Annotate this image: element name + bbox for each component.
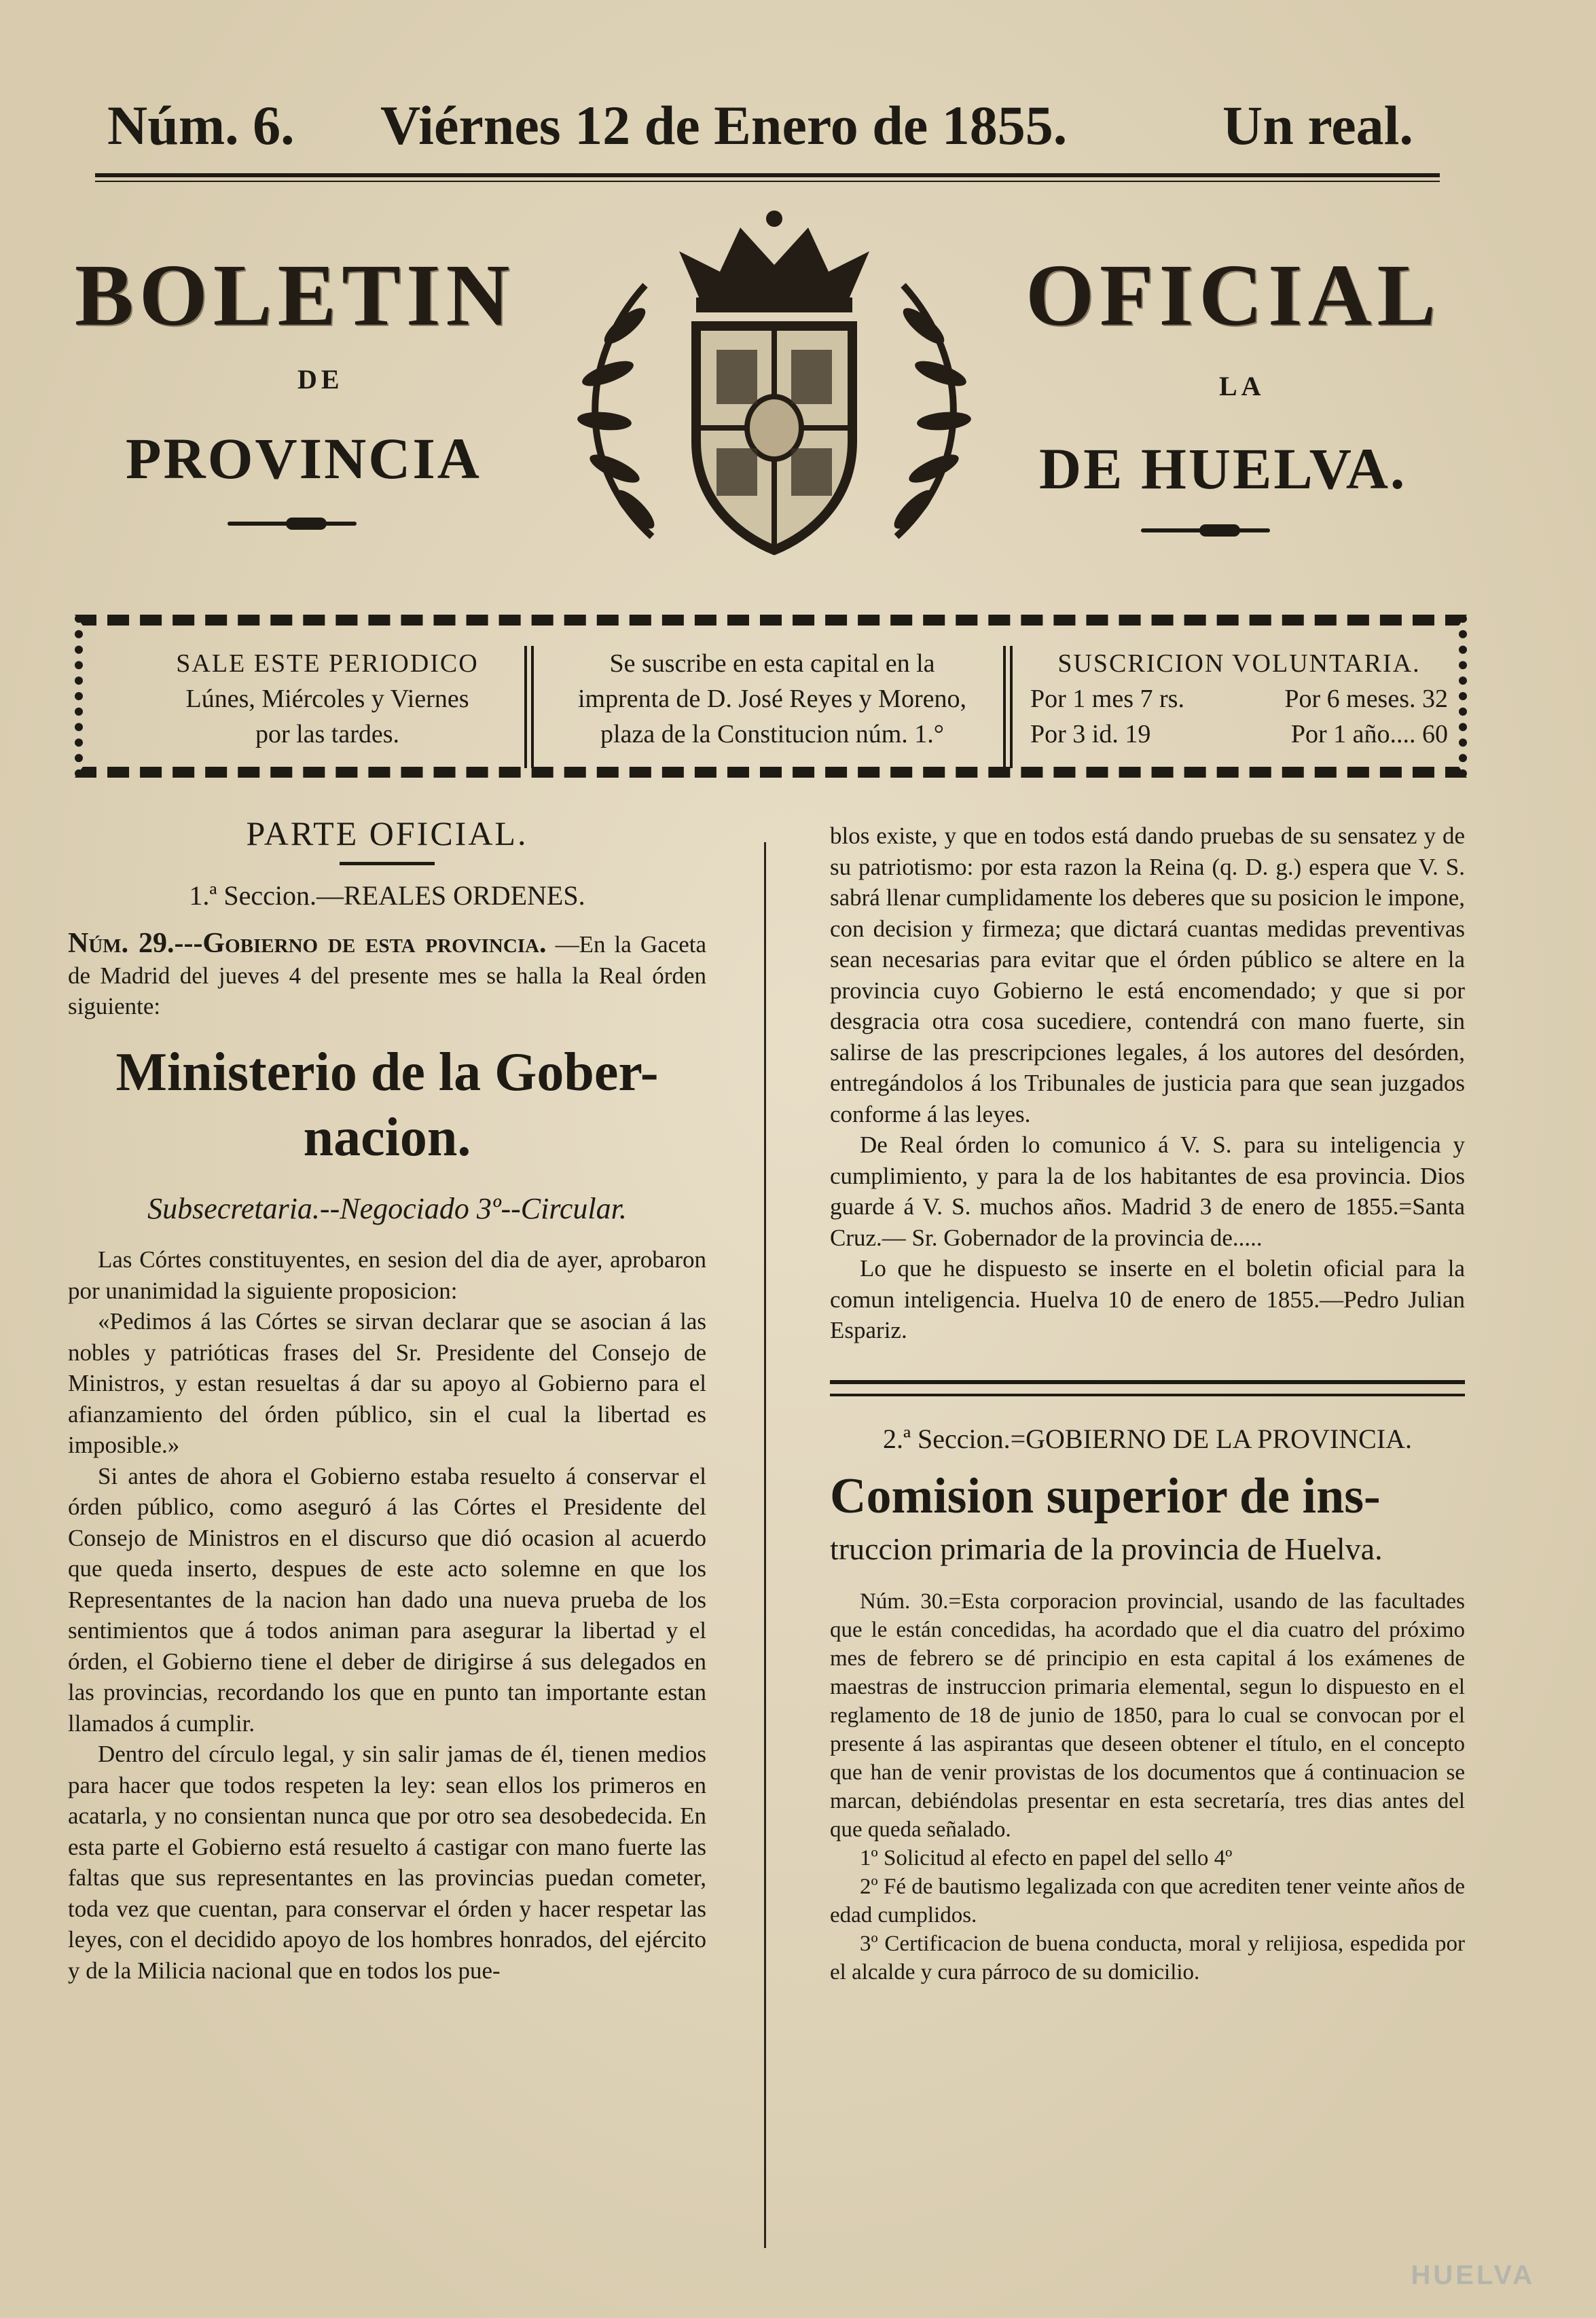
header-rule-thin (95, 181, 1440, 182)
issue-price: Un real. (1222, 94, 1413, 156)
price-6-months: Por 6 meses. 32 (1284, 685, 1448, 713)
commission-subtitle: truccion primaria de la provincia de Huelva. (830, 1532, 1383, 1566)
paragraph-order: Si antes de ahora el Gobierno estaba resuelto á conservar el órden público, como aseguró á las Córtes el Presidente del Consejo de Ministros en el discurso que dió ocasion al acuerdo que queda inserto, despues de este acto solemne en que los Representantes de la nacion han dado una nueva prueba de los sentimientos que á todos animan para asegurar la libertad y el órden, el Gobierno tiene el deber de dirigirse á sus delegados en las provincias, recordando los que en punto tan importante estan llamados á cumplir. (68, 1462, 706, 1737)
masthead-oficial: OFICIAL (1026, 247, 1442, 344)
paragraph-proposal: «Pedimos á las Córtes se sirvan declarar que se asocian á las nobles y patrióticas frases del Sr. Presidente del Consejo de Ministros, y estan resueltas á dar su apoyo al Gobierno para el afianzamiento del órden público, sin el cual la libertad es imposible.» (68, 1308, 706, 1458)
ministry-title-line-2: nacion. (303, 1107, 471, 1167)
place-line-2: imprenta de D. José Reyes y Moreno, (578, 685, 966, 713)
masthead-de-huelva: DE HUELVA. (1039, 436, 1407, 501)
schedule-line-2: Lúnes, Miércoles y Viernes (185, 685, 469, 713)
place-line-1: Se suscribe en esta capital en la (609, 649, 935, 678)
column-divider (764, 842, 766, 2248)
schedule-line-3: por las tardes. (255, 720, 400, 748)
order-intro-text: —En la Gaceta de Madrid del jueves 4 del presente mes se halla la Real órden siguiente: (68, 931, 707, 1019)
publication-schedule (96, 646, 558, 768)
paragraph-legal-circle: Dentro del círculo legal, y sin salir jamas de él, tienen medios para hacer que todos respeten la ley: sean ellos los primeros en acatarla, y no consientan nunca que por otro sea desobedecida. En esta parte el Gobierno está resuelto á castigar con mano fuerte las faltas que sus representantes en las provincias puedan cometer, toda vez que cuentan, para conservar el órden y hacer respetar las leyes, con el decidido apoyo de los hombres honrados, del ejército y de la Milicia nacional que en todos los pue- (68, 1741, 706, 1984)
header-rule (95, 173, 1440, 177)
issue-date: Viérnes 12 de Enero de 1855. (380, 94, 1068, 156)
masthead-provincia: PROVINCIA (126, 426, 482, 491)
parte-oficial-title: PARTE OFICIAL. (246, 814, 528, 852)
paragraph-exams: Núm. 30.=Esta corporacion provincial, usando de las facultades que le están concedidas, ha acordado que el dia cuatro del próximo mes de febrero se dé principio en esta capital á los exámenes de maestras de instruccion primaria elemental, segun lo dispuesto en el reglamento de 18 de junio de 1850, para lo cual se convocan por el presente á las aspirantas que deseen obtener el título, en el concepto que han de venir provistas de los documentos que á continuacion se marcan, debiéndolas presentar en esta secretaría, tres dias antes del que queda señalado. (830, 1589, 1465, 1842)
gobierno-provincia-heading: 2.ª Seccion.=GOBIERNO DE LA PROVINCIA. (882, 1423, 1413, 1454)
order-number: Núm. 29.---Gobierno de esta provincia. (68, 928, 547, 959)
masthead-ornament-right (1141, 528, 1270, 532)
paragraph-continuation: blos existe, y que en todos está dando pruebas de su sensatez y de su patriotismo: por esta razon la Reina (q. D. g.) espera que V. S. sabrá llenar cumplidamente los deberes que su posicion le impone, con decision y firmeza; que dictará cuantas medidas preventivas sean necesarias para evitar que el órden público se altere en la provincia cuyo Gobierno le está encomendado; y que si por desgracia otra cosa sucediere, contendrá con mano fuerte, sin salirse de las prescripciones legales, á los autores del desórden, entregándolos á los Tribunales de justicia para que sean juzgados conforme á las leyes. (830, 822, 1466, 1127)
requirement-2: 2º Fé de bautismo legalizada con que acrediten tener veinte años de edad cumplidos. (830, 1875, 1465, 1927)
requirement-3: 3º Certificacion de buena conducta, moral y relijiosa, espedida por el alcalde y cura párroco de su domicilio. (830, 1932, 1465, 1985)
ministry-title-line-1: Ministerio de la Gober- (115, 1042, 659, 1102)
masthead-ornament-left (228, 522, 357, 526)
section-ornament (340, 862, 435, 865)
prices-title: SUSCRICION VOLUNTARIA. (1057, 649, 1421, 678)
left-column (68, 812, 706, 1986)
subscription-prices (1023, 646, 1455, 768)
requirement-1: 1º Solicitud al efecto en papel del sello 4º (860, 1846, 1233, 1870)
prices-row-1 (1023, 681, 1455, 717)
reales-ordenes-heading: 1.ª Seccion.—REALES ORDENES. (189, 880, 585, 911)
place-line-3: plaza de la Constitucion núm. 1.° (600, 720, 944, 748)
paragraph-governor: Lo que he dispuesto se inserte en el boletin oficial para la comun inteligencia. Huelva 10 de enero de 1855.—Pedro Julian Espariz. (830, 1255, 1465, 1343)
right-column (830, 820, 1465, 1987)
commission-title: Comision superior de ins- (830, 1468, 1381, 1524)
subscription-place (545, 646, 1000, 768)
circular-subtitle: Subsecretaria.--Negociado 3º--Circular. (147, 1191, 627, 1225)
masthead-la: LA (1219, 371, 1265, 401)
coat-of-arms-icon (550, 211, 998, 577)
prices-row-2 (1023, 717, 1455, 752)
price-1-month: Por 1 mes 7 rs. (1030, 685, 1184, 713)
price-1-year: Por 1 año.... 60 (1290, 720, 1448, 748)
archive-watermark: HUELVA (1411, 2260, 1535, 2290)
subscription-info-box (75, 615, 1467, 778)
paragraph-royal-order: De Real órden lo comunico á V. S. para su inteligencia y cumplimiento, y para la de los habitantes de esa provincia. Dios guarde á V. S. muchos años. Madrid 3 de enero de 1855.=Santa Cruz.— Sr. Gobernador de la provincia de..... (830, 1131, 1465, 1251)
price-3-months: Por 3 id. 19 (1030, 720, 1151, 748)
info-separator-2 (1003, 646, 1013, 768)
masthead-de: DE (297, 364, 344, 395)
issue-line (102, 94, 1440, 168)
paragraph-cortes: Las Córtes constituyentes, en sesion del dia de ayer, aprobaron por unanimidad la siguiente proposicion: (68, 1246, 706, 1304)
schedule-line-1: SALE ESTE PERIODICO (176, 649, 479, 678)
info-separator-1 (524, 646, 534, 768)
order-intro (68, 928, 706, 1022)
masthead-boletin: BOLETIN (75, 247, 515, 344)
section-double-rule (830, 1380, 1465, 1396)
issue-number: Núm. 6. (107, 94, 295, 156)
